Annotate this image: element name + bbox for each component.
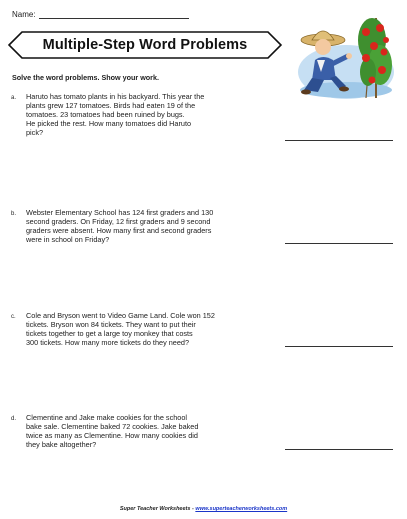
problem-text-line: Cole and Bryson went to Video Game Land. Cole won 152	[26, 311, 215, 320]
problem-text-line: graders were absent. How many first and second graders	[26, 225, 212, 235]
problem-c	[11, 311, 276, 348]
problem-text-line: Clementine and Jake make cookies for the school	[26, 413, 188, 422]
problem-text-line: plants grew 127 tomatoes. Birds had eaten 19 of the	[26, 100, 196, 110]
instructions: Solve the word problems. Show your work.	[12, 73, 159, 82]
footer-separator: -	[191, 506, 194, 512]
problem-letter: a.	[11, 95, 17, 101]
problem-text-line: 300 tickets. How many more tickets do they need?	[26, 337, 190, 347]
name-line	[39, 9, 189, 19]
answer-line-d[interactable]	[285, 449, 393, 450]
problem-text-line: bake sale. Clementine baked 72 cookies. Jake baked	[26, 421, 199, 431]
page-title: Multiple-Step Word Problems	[42, 37, 248, 53]
footer-brand: Super Teacher Worksheets	[119, 506, 191, 512]
footer	[0, 506, 407, 512]
problem-text-line: He picked the rest. How many tomatoes did Haruto	[26, 118, 192, 128]
problem-text-line: tickets. Bryson won 84 tickets. They want to put their	[26, 319, 196, 329]
problem-letter: c.	[11, 314, 16, 320]
answer-line-a[interactable]	[285, 140, 393, 141]
problem-d	[11, 413, 276, 450]
problem-letter: b.	[11, 211, 17, 217]
problem-text-line: tickets together to get a large toy monkey that costs	[26, 328, 193, 338]
problem-text-line: were in school on Friday?	[26, 234, 110, 244]
problem-text-line: twice as many as Clementine. How many cookies did	[26, 430, 198, 440]
problem-text-line: second graders. On Friday, 12 first graders and 9 second	[26, 216, 211, 226]
answer-line-c[interactable]	[285, 346, 393, 347]
problem-text-line: they bake altogether?	[26, 439, 97, 449]
name-label: Name:	[12, 10, 36, 19]
problem-text-line: pick?	[26, 127, 44, 137]
gardener-tomato-illustration	[296, 10, 396, 100]
problem-text-line: Webster Elementary School has 124 first graders and 130	[26, 208, 214, 217]
footer-url-link[interactable]: www.superteacherworksheets.com	[195, 506, 288, 512]
problem-b	[11, 208, 276, 245]
problem-a	[11, 92, 276, 138]
problem-text-line: tomatoes. 23 tomatoes had been ruined by bugs.	[26, 109, 185, 119]
problem-letter: d.	[11, 416, 17, 422]
title-banner	[8, 30, 282, 60]
name-field-row	[12, 9, 189, 19]
problem-text-line: Haruto has tomato plants in his backyard. This year the	[26, 92, 205, 101]
answer-line-b[interactable]	[285, 243, 393, 244]
